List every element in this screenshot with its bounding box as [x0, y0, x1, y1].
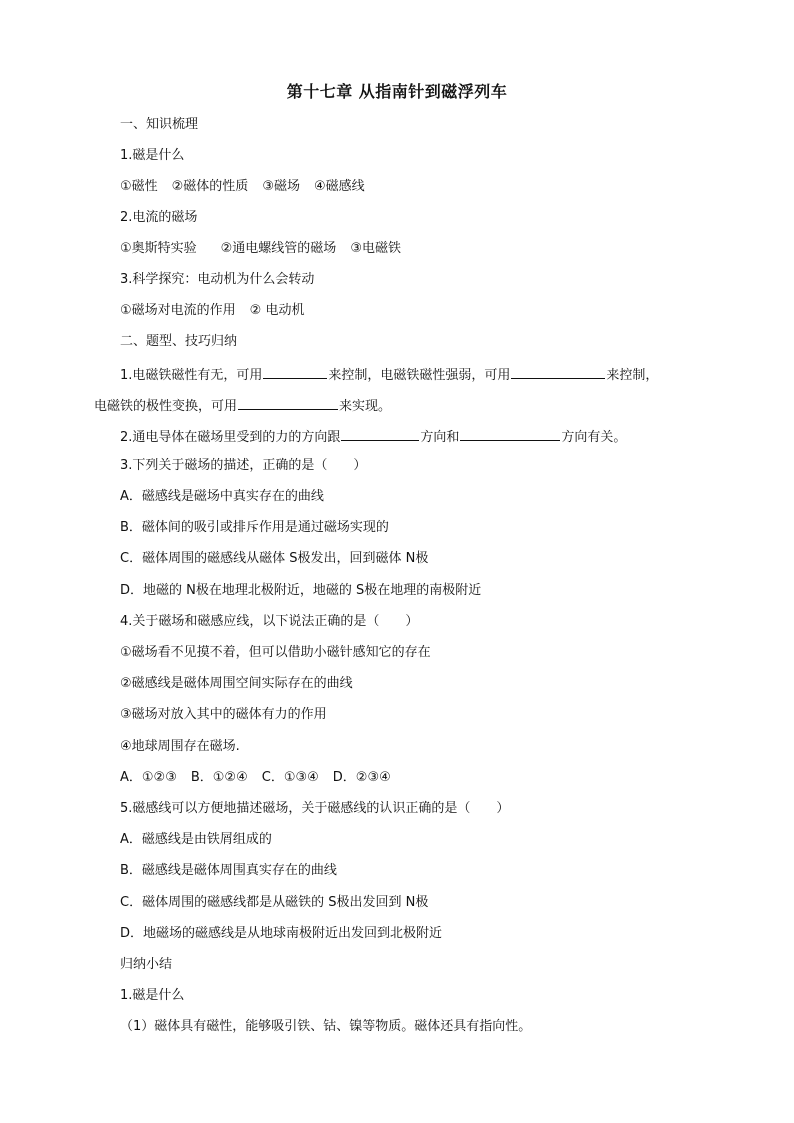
topic-1-item: ④磁感线 — [313, 179, 365, 194]
question-5-option: B．磁感线是磁体周围真实存在的曲线 — [120, 863, 337, 878]
question-3-stem: 3.下列关于磁场的描述，正确的是（ ） — [120, 458, 367, 473]
question-3-option: B．磁体间的吸引或排斥作用是通过磁场实现的 — [120, 520, 389, 535]
section-heading-2: 二、题型、技巧归纳 — [120, 334, 238, 349]
question-1-line-2: 电磁铁的极性变换，可用 来实现。 — [94, 395, 391, 416]
question-4-option: D．②③④ — [332, 770, 391, 785]
section-heading-1: 一、知识梳理 — [120, 117, 199, 132]
topic-3-items — [120, 302, 304, 320]
topic-2: 2.电流的磁场 — [120, 210, 198, 225]
topic-3-item: ② 电动机 — [249, 303, 305, 318]
chapter-title: 第十七章 从指南针到磁浮列车 — [286, 82, 508, 101]
answer-blank — [238, 395, 338, 410]
summary-heading: 归纳小结 — [120, 957, 173, 972]
summary-topic-1: 1.磁是什么 — [120, 988, 185, 1003]
question-4-option: B．①②④ — [190, 770, 248, 785]
question-4-statement: ③磁场对放入其中的磁体有力的作用 — [120, 707, 327, 722]
question-5-option: D．地磁场的磁感线是从地球南极附近出发回到北极附近 — [120, 926, 443, 941]
question-5-stem: 5.磁感线可以方便地描述磁场，关于磁感线的认识正确的是（ ） — [120, 801, 510, 816]
topic-1-item: ①磁性 — [120, 179, 158, 194]
question-4-stem: 4.关于磁场和磁感应线，以下说法正确的是（ ） — [120, 614, 419, 629]
answer-blank — [341, 426, 419, 441]
question-5-option: A．磁感线是由铁屑组成的 — [120, 832, 272, 847]
topic-3-item: ①磁场对电流的作用 — [120, 303, 236, 318]
question-3-option: D．地磁的 N极在地理北极附近，地磁的 S极在地理的南极附近 — [120, 583, 482, 598]
question-4-statement: ②磁感线是磁体周围空间实际存在的曲线 — [120, 676, 353, 691]
question-1-line-1: 1.电磁铁磁性有无，可用 来控制，电磁铁磁性强弱，可用 来控制， — [120, 364, 658, 385]
question-2: 2.通电导体在磁场里受到的力的方向跟 方向和 方向有关。 — [120, 426, 626, 447]
question-4-option: A．①②③ — [120, 770, 177, 785]
answer-blank — [511, 364, 605, 379]
question-4-options — [120, 769, 391, 787]
answer-blank — [263, 364, 327, 379]
topic-3: 3.科学探究：电动机为什么会转动 — [120, 272, 315, 287]
topic-2-item: ③电磁铁 — [350, 241, 401, 256]
topic-1-items — [120, 178, 365, 196]
topic-1-item: ③磁场 — [262, 179, 300, 194]
question-5-option: C．磁体周围的磁感线都是从磁铁的 S极出发回到 N极 — [120, 895, 429, 910]
question-3-option: A．磁感线是磁场中真实存在的曲线 — [120, 489, 324, 504]
topic-2-items — [120, 240, 401, 258]
topic-1-item: ②磁体的性质 — [171, 179, 249, 194]
question-4-option: C．①③④ — [261, 770, 319, 785]
question-4-statement: ①磁场看不见摸不着，但可以借助小磁针感知它的存在 — [120, 645, 431, 660]
topic-2-item: ①奥斯特实验 — [120, 241, 197, 256]
answer-blank — [460, 426, 560, 441]
topic-1: 1.磁是什么 — [120, 148, 185, 163]
question-3-option: C．磁体周围的磁感线从磁体 S极发出，回到磁体 N极 — [120, 551, 429, 566]
question-4-statement: ④地球周围存在磁场. — [120, 739, 240, 754]
topic-2-item: ②通电螺线管的磁场 — [220, 241, 337, 256]
summary-paragraph-1: （1）磁体具有磁性，能够吸引铁、钴、镍等物质。磁体还具有指向性。 — [120, 1019, 532, 1034]
